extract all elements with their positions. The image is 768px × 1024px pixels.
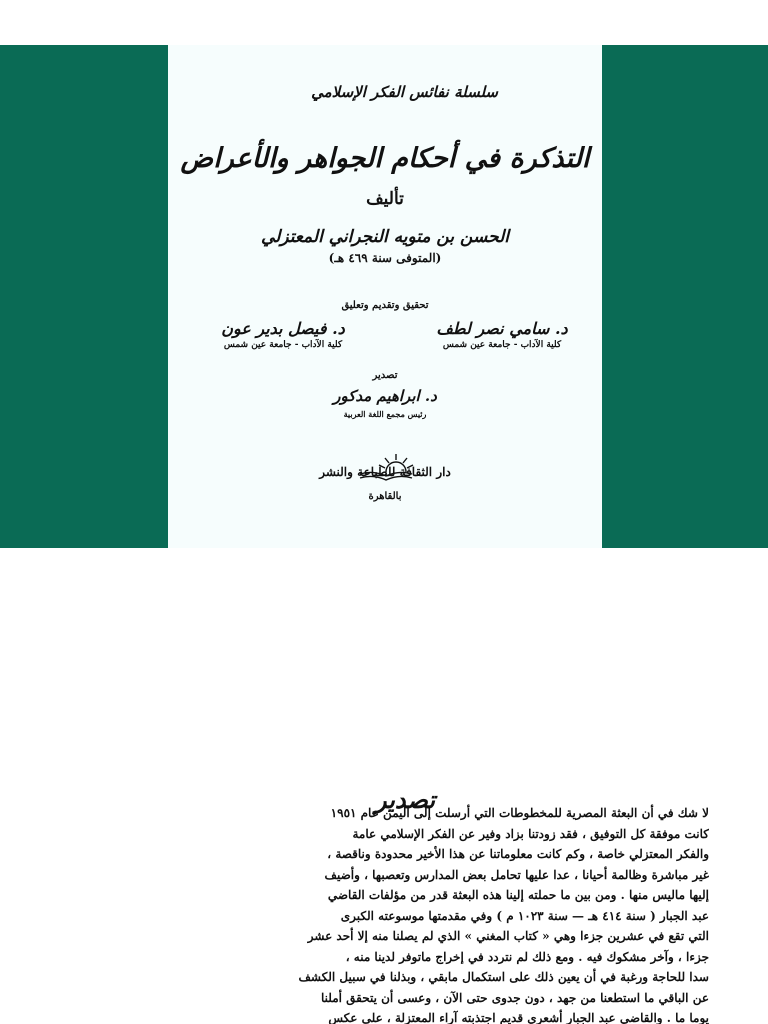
text-line: غير مباشرة وظالمة أحيانا ، عدا عليها تحامل بعض المدارس وتعصبها ، وأضيف bbox=[324, 867, 709, 882]
editor-1 bbox=[402, 319, 602, 350]
editor-affiliation: كلية الآداب - جامعة عين شمس bbox=[223, 340, 343, 350]
editor-name: د. سامي نصر لطف bbox=[436, 319, 568, 338]
editor-affiliation: كلية الآداب - جامعة عين شمس bbox=[442, 340, 562, 350]
text-line: يوما ما . والقاضي عبد الجبار أشعري قديم اجتذبته آراء المعتزلة ، على عكس bbox=[328, 1011, 709, 1024]
foreword-page bbox=[80, 755, 715, 1024]
text-line: جزءا ، وآخر مشكوك فيه . ومع ذلك لم نتردد في إخراج ماتوفر لدينا منه ، bbox=[345, 949, 709, 964]
publisher-city: بالقاهرة bbox=[368, 491, 402, 502]
text-line: إليها ماليس منها . ومن بين ما حملته إلينا هذه البعثة قدر من مؤلفات القاضي bbox=[327, 888, 709, 902]
book-title: التذكرة في أحكام الجواهر والأعراض bbox=[180, 143, 590, 174]
editor-name: د. فيصل بدير عون bbox=[221, 319, 345, 338]
publisher-name: دار الثقافة للطباعة والنشر bbox=[319, 465, 451, 479]
foreword-body bbox=[89, 803, 709, 1024]
text-line: لا شك في أن البعثة المصرية للمخطوطات التي أرسلت إلى اليمن عام ١٩٥١ bbox=[330, 806, 709, 820]
text-line: التي تقع في عشرين جزءا وهي « كتاب المغني » الذي لم يصلنا منه إلا أحد عشر bbox=[307, 929, 709, 943]
text-line: والفكر المعتزلي خاصة ، وكم كانت معلوماتنا عن هذا الأخير محدودة وناقصة ، bbox=[327, 847, 709, 861]
author-death-date: (المتوفى سنة ٤٦٩ هـ) bbox=[328, 251, 442, 265]
book-cover bbox=[168, 45, 602, 548]
text-line: عن الباقي ما استطعنا من جهد ، دون جدوى حتى الآن ، وعسى أن يتحقق أملنا bbox=[320, 990, 709, 1005]
foreword-affiliation: رئيس مجمع اللغة العربية bbox=[343, 409, 427, 419]
text-line: عبد الجبار ( سنة ٤١٤ هـ — سنة ١٠٢٣ م ) وفي مقدمتها موسوعته الكبرى bbox=[340, 908, 709, 923]
text-line: كانت موفقة كل التوفيق ، فقد زودتنا بزاد وفير عن الفكر الإسلامي عامة bbox=[352, 826, 709, 841]
foreword-author: د. ابراهيم مدكور bbox=[333, 387, 437, 405]
foreword-heading: تصدير bbox=[374, 785, 435, 814]
series-title: سلسلة نفائس الفكر الإسلامي bbox=[311, 83, 498, 101]
editing-label: تحقيق وتقديم وتعليق bbox=[341, 300, 429, 311]
author-name: الحسن بن متويه النجراني المعتزلي bbox=[261, 227, 509, 247]
editor-2 bbox=[168, 319, 398, 350]
text-line: سدا للحاجة ورغبة في أن يعين ذلك على استكمال مابقي ، وبذلنا في سبيل الكشف bbox=[298, 970, 709, 984]
byline-label: تأليف bbox=[366, 189, 404, 209]
foreword-label: تصدير bbox=[372, 370, 398, 381]
